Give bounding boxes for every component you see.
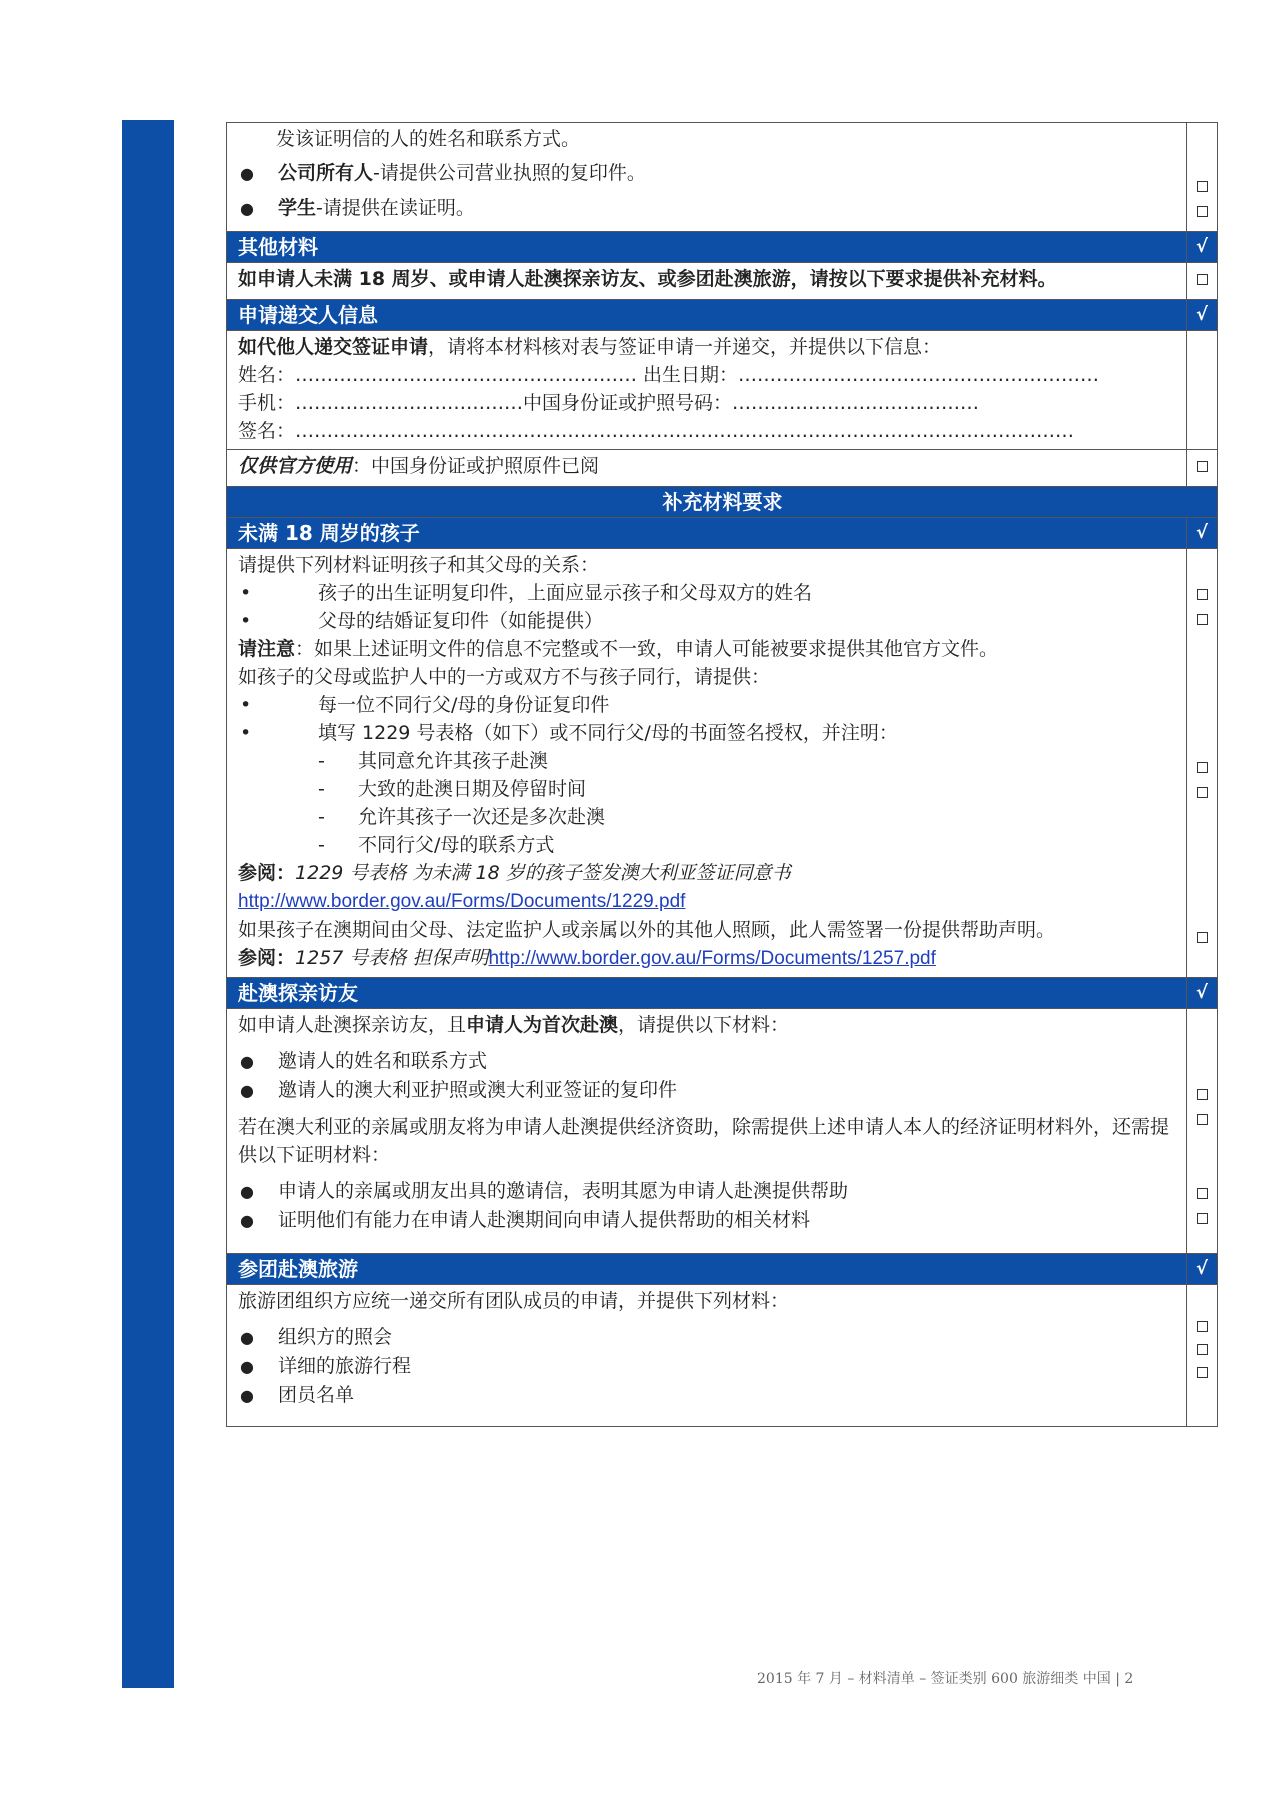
list-item: ● 学生-请提供在读证明。 xyxy=(238,194,1176,223)
table-row: 请提供下列材料证明孩子和其父母的关系： • 孩子的出生证明复印件，上面应显示孩子和父母双方的姓名 • 父母的结婚证复印件（如能提供） 请注意：如果上述证明文件的信息不完整或不一致，申请人可能被要求提供其他官方文件。 如孩子的父母或监护人中的一方或双方不与孩子同行，请提供： • 每一位不同行父/母的身份证复印件 • 填写 1229 号表格（如下）或不同行父/母的书面签名授权，并注明： - 其同意允许其孩子赴澳 - 大致的赴澳日期及停留时间 - 允许其孩子一次还是多次赴澳 - 不同行父/母的联系方式 参阅：1229 号表格 为未满 18 岁的孩子签发澳大利亚签证同意书 http://www.border.gov.au/Forms/Documents/1229.pdf 如果孩子在澳期间由父母、法定监护人或亲属以外的其他人照顾，此人需签署一份提供帮助声明。 参阅：1257 号表格 担保声明http://www.border.gov.au/Forms/Documents/1257.pdf xyxy=(227,549,1218,978)
list-item: • 孩子的出生证明复印件，上面应显示孩子和父母双方的姓名 xyxy=(240,582,813,604)
list-item: ● 团员名单 xyxy=(240,1384,355,1406)
checkbox[interactable] xyxy=(1197,181,1208,192)
checkbox[interactable] xyxy=(1197,614,1208,625)
check-mark: √ xyxy=(1187,300,1218,331)
checkbox[interactable] xyxy=(1197,1213,1208,1224)
check-mark: √ xyxy=(1187,1254,1218,1285)
check-mark: √ xyxy=(1187,518,1218,549)
checkbox[interactable] xyxy=(1197,1089,1208,1100)
checklist-table xyxy=(226,122,1218,1427)
section-header-other: 其他材料 √ xyxy=(227,232,1218,263)
visit-intro: 如申请人赴澳探亲访友，且申请人为首次赴澳，请提供以下材料： xyxy=(238,1014,790,1036)
name-dob-line: 姓名：……………………………………………… 出生日期：………………………………………………… xyxy=(238,364,1100,386)
checkbox[interactable] xyxy=(1197,932,1208,943)
checkbox[interactable] xyxy=(1197,589,1208,600)
left-accent-bar xyxy=(122,120,174,1688)
checkbox[interactable] xyxy=(1197,762,1208,773)
table-row xyxy=(227,123,1218,232)
list-item: - 不同行父/母的联系方式 xyxy=(318,834,555,856)
checkbox[interactable] xyxy=(1197,1114,1208,1125)
table-row: 旅游团组织方应统一递交所有团队成员的申请，并提供下列材料： ● 组织方的照会 ● 详细的旅游行程 ● 团员名单 xyxy=(227,1285,1218,1427)
section-header-group: 参团赴澳旅游 √ xyxy=(227,1254,1218,1285)
section-header-submitter: 申请递交人信息 √ xyxy=(227,300,1218,331)
continuation-line: 发该证明信的人的姓名和联系方式。 xyxy=(276,128,581,150)
checkbox[interactable] xyxy=(1197,1188,1208,1199)
financial-support-paragraph: 若在澳大利亚的亲属或朋友将为申请人赴澳提供经济资助，除需提供上述申请人本人的经济证明材料外，还需提供以下证明材料： xyxy=(238,1116,1170,1166)
note: 请注意：如果上述证明文件的信息不完整或不一致，申请人可能被要求提供其他官方文件。 xyxy=(238,638,999,660)
form-1257-link[interactable]: http://www.border.gov.au/Forms/Documents/1257.pdf xyxy=(488,948,936,969)
section-header-supplementary: 补充材料要求 xyxy=(227,487,1218,518)
list-item: ● 公司所有人-请提供公司营业执照的复印件。 xyxy=(238,159,1176,188)
list-item: ● 申请人的亲属或朋友出具的邀请信，表明其愿为申请人赴澳提供帮助 xyxy=(240,1180,849,1202)
signature-line: 签名：…………………………………………………………………………………………………………… xyxy=(238,420,1075,442)
submitter-intro: 如代他人递交签证申请，请将本材料核对表与签证申请一并递交，并提供以下信息： xyxy=(238,336,942,358)
checkbox[interactable] xyxy=(1197,787,1208,798)
checkbox[interactable] xyxy=(1197,1321,1208,1332)
checkbox[interactable] xyxy=(1197,274,1208,285)
table-row xyxy=(227,450,1218,487)
list-item: • 每一位不同行父/母的身份证复印件 xyxy=(240,694,610,716)
section-header-visit: 赴澳探亲访友 √ xyxy=(227,978,1218,1009)
section-header-minor: 未满 18 周岁的孩子 √ xyxy=(227,518,1218,549)
official-use-label: 仅供官方使用 xyxy=(238,455,353,477)
table-row xyxy=(227,1009,1218,1254)
bullet: ● xyxy=(240,199,254,218)
check-mark: √ xyxy=(1187,978,1218,1009)
checkbox[interactable] xyxy=(1197,461,1208,472)
other-materials-text: 如申请人未满 18 周岁、或申请人赴澳探亲访友、或参团赴澳旅游，请按以下要求提供补充材料。 xyxy=(227,263,1187,300)
reference-1257: 参阅：1257 号表格 担保声明http://www.border.gov.au/Forms/Documents/1257.pdf xyxy=(238,947,936,969)
table-row xyxy=(227,331,1218,450)
list-item: ● 邀请人的姓名和联系方式 xyxy=(240,1050,488,1072)
check-mark: √ xyxy=(1187,232,1218,263)
list-item: - 大致的赴澳日期及停留时间 xyxy=(318,778,587,800)
list-item: ● 组织方的照会 xyxy=(240,1326,393,1348)
list-item: ● 详细的旅游行程 xyxy=(240,1355,412,1377)
table-row xyxy=(227,263,1218,300)
checkbox[interactable] xyxy=(1197,1344,1208,1355)
reference-1229: 参阅：1229 号表格 为未满 18 岁的孩子签发澳大利亚签证同意书 xyxy=(238,862,791,884)
list-item: - 允许其孩子一次还是多次赴澳 xyxy=(318,806,606,828)
list-item: • 父母的结婚证复印件（如能提供） xyxy=(240,610,604,632)
list-item: ● 证明他们有能力在申请人赴澳期间向申请人提供帮助的相关材料 xyxy=(240,1209,811,1231)
checkbox[interactable] xyxy=(1197,206,1208,217)
phone-id-line: 手机：………………………………中国身份证或护照号码：………………………………… xyxy=(238,392,980,414)
official-use-text: ：中国身份证或护照原件已阅 xyxy=(352,455,600,477)
checkbox[interactable] xyxy=(1197,1367,1208,1378)
page-footer: 2015 年 7 月 – 材料清单 – 签证类别 600 旅游细类 中国 | 2 xyxy=(757,1671,1134,1687)
bullet: ● xyxy=(240,164,254,183)
list-item: • 填写 1229 号表格（如下）或不同行父/母的书面签名授权，并注明： xyxy=(240,722,898,744)
form-1229-link[interactable]: http://www.border.gov.au/Forms/Documents/1229.pdf xyxy=(238,891,686,912)
list-item: ● 邀请人的澳大利亚护照或澳大利亚签证的复印件 xyxy=(240,1079,678,1101)
list-item: - 其同意允许其孩子赴澳 xyxy=(318,750,549,772)
